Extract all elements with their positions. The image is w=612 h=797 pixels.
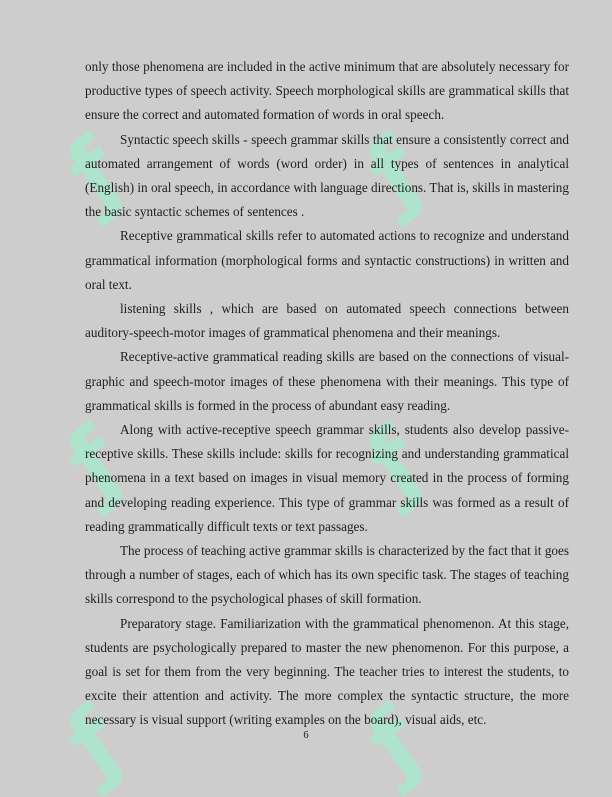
page-number: 6	[303, 730, 309, 741]
watermark-logo: ƒ	[48, 408, 141, 517]
watermark-logo: ƒ	[48, 688, 141, 797]
paragraph: only those phenomena are included in the active minimum that are absolutely necessary for productive types of speech activity. Speech morphological skills are grammatical skills that ensure the correct and automated formation of words in oral speech.	[85, 59, 569, 123]
paragraph: Preparatory stage. Familiarization with the grammatical phenomenon. At this stage, students are psychologically prepared to master the new phenomenon. For this purpose, a goal is set for them from the very beginning. The teacher tries to interest the students, to excite their attention and activity. The more complex the syntactic structure, the more necessary is visual support (writing examples on the board), visual aids, etc.	[85, 615, 569, 728]
paragraph: Syntactic speech skills - speech grammar skills that ensure a consistently correct and automated arrangement of words (word order) in all types of sentences in analytical (English) in oral speech, in accordance with language directions. That is, skills in mastering the basic syntactic schemes of sentences .	[85, 131, 569, 220]
watermark-logo: ƒ	[48, 118, 141, 227]
body-text	[85, 55, 569, 733]
watermark-logo: ƒ	[348, 688, 441, 797]
paragraph: The process of teaching active grammar skills is characterized by the fact that it goes through a number of stages, each of which has its own specific task. The stages of teaching skills correspond to the psychological phases of skill formation.	[85, 543, 569, 607]
watermark-logo: ƒ	[348, 118, 441, 227]
watermark-logo: ƒ	[348, 408, 441, 517]
paragraph: Receptive-active grammatical reading skills are based on the connections of visual-graphic and speech-motor images of these phenomena with their meanings. This type of grammatical skills is formed in the process of abundant easy reading.	[85, 349, 569, 413]
paragraph: listening skills , which are based on automated speech connections between auditory-speech-motor images of grammatical phenomena and their meanings.	[85, 301, 569, 341]
paragraph: Receptive grammatical skills refer to automated actions to recognize and understand grammatical information (morphological forms and syntactic constructions) in written and oral text.	[85, 228, 569, 292]
paragraph: Along with active-receptive speech grammar skills, students also develop passive-receptive skills. These skills include: skills for recognizing and understanding grammatical phenomena in a text based on images in visual memory created in the process of forming and developing reading experience. This type of grammar skills was formed as a result of reading grammatically difficult texts or text passages.	[85, 422, 569, 534]
